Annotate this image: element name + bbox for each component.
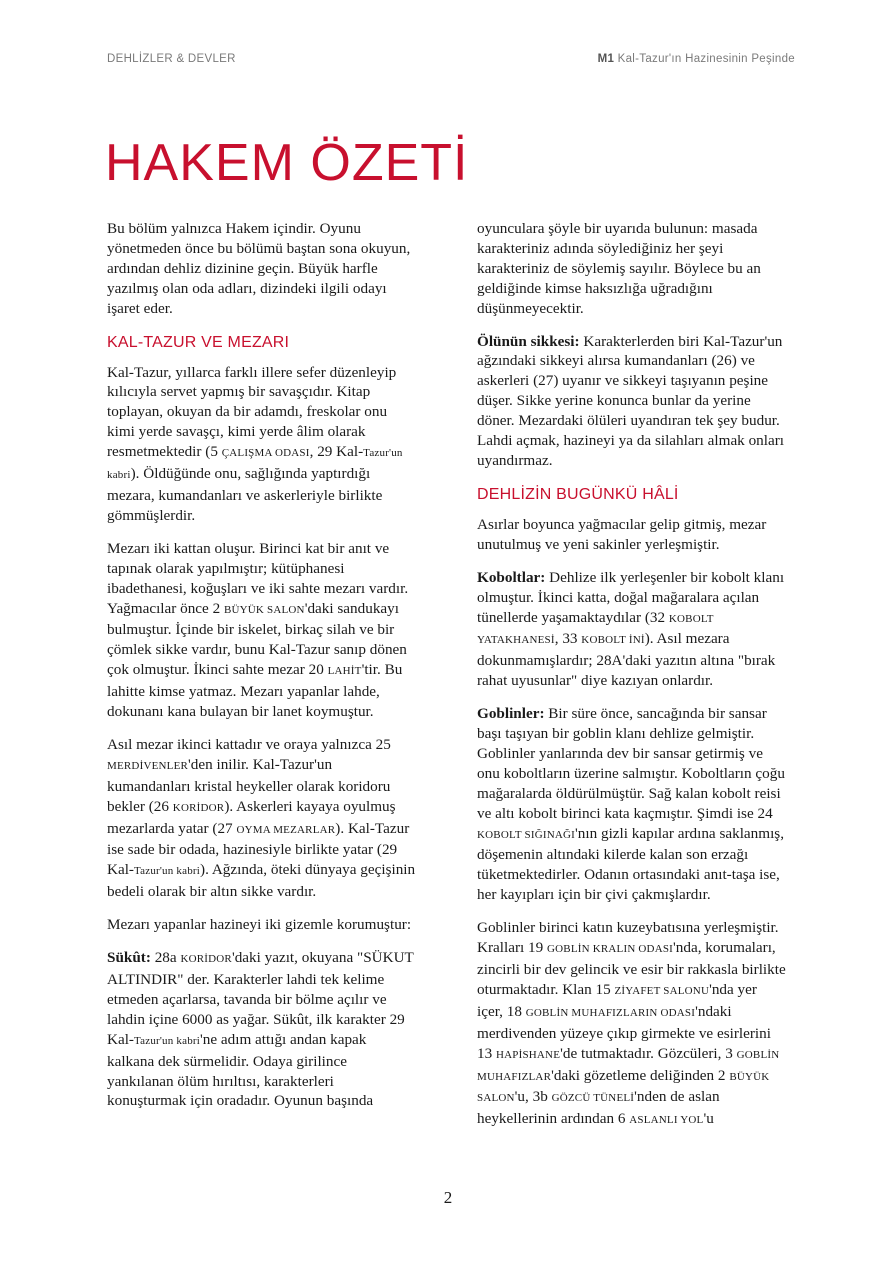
section-heading-dungeon-today: DEHLİZİN BUGÜNKÜ HÂLİ	[477, 485, 679, 503]
running-header-left: DEHLİZLER & DEVLER	[107, 53, 236, 65]
module-title: Kal-Tazur'ın Hazinesinin Peşinde	[617, 53, 795, 65]
lead-term: Ölünün sikkesi:	[477, 332, 580, 350]
room-ref: GOBLİN KRALIN ODASI	[547, 943, 674, 956]
intro-paragraph: Bu bölüm yalnızca Hakem içindir. Oyunu yönetmeden önce bu bölümü baştan sona okuyun, ardından dehliz dizinine geçin. Büyük harfle yazılmış olan oda adları, dizindeki ilgili odayı işaret eder.	[107, 220, 411, 317]
room-ref: Tazur'un kabri	[134, 1034, 201, 1047]
paragraph-two-mysteries: Mezarı yapanlar hazineyi iki gizemle korumuştur:	[107, 916, 412, 934]
room-ref: Tazur'un kabri	[134, 865, 201, 878]
room-ref: KORİDOR	[180, 953, 232, 966]
lead-term: Koboltlar:	[477, 568, 546, 586]
paragraph-goblins: Goblinler: Bir süre önce, sancağında bir sansar başı taşıyan bir goblin klanı dehlize gelmiştir. Goblinler yanlarında dev bir sansar getirmiş ve onu koboltların üzerine salmıştır. Koboltların çoğu mağaralarda öldürülmüştür. Sağ kalan kobolt reisi ve altı kobolt birinci kata kaçmıştır. Şimdi ise 24 KOBOLT SIĞINAĞI'nın gizli kapılar ardına saklanmış, döşemenin altındaki kilerde kalan son erzağı tüketmektedirler. Odanın ortasındaki anıt-taşa ise, her kayıpları için bir çivi çakmışlardır.	[477, 705, 785, 904]
room-ref: Tazur'un kabri	[107, 447, 403, 482]
paragraph-kal-tazur: Kal-Tazur, yıllarca farklı illere sefer düzenleyip kılıcıyla servet yapmış bir savaşçıdır. Kitap toplayan, okuyan da bir adamdı, freskolar onu kimi yerde savaşçı, kimi yerde âlim olarak resmetmektedir (5 ÇALIŞMA ODASI, 29 Kal-Tazur'un kabri). Öldüğünde onu, sağlığında yaptırdığı mezara, kumandanları ve askerleriyle birlikte gömmüşlerdir.	[107, 363, 403, 524]
room-ref: ASLANLI YOL	[629, 1114, 704, 1127]
paragraph-centuries: Asırlar boyunca yağmacılar gelip gitmiş, mezar unutulmuş ve yeni sakinler yerleşmiştir.	[477, 515, 767, 553]
room-ref: KOBOLT SIĞINAĞI	[477, 828, 576, 841]
paragraph-goblin-lair: Goblinler birinci katın kuzeybatısına yerleşmiştir. Kralları 19 GOBLİN KRALIN ODASI'nda, korumaları, zincirli bir dev gelincik ve esir bir rakkasla birlikte oturmaktadır. Klan 15 ZİYAFET SALONU'nda yer içer, 18 GOBLİN MUHAFIZLARIN ODASI'ndaki merdivenden yüzeye çıkıp girmekte ve esirlerini 13 HAPİSHANE'de tutmaktadır. Gözcüleri, 3 GOBLİN MUHAFIZLAR'daki gözetleme deliğinden 2 BÜYÜK SALON'u, 3b GÖZCÜ TÜNELİ'nden de aslan heykellerinin ardından 6 ASLANLI YOL'u	[477, 919, 786, 1128]
paragraph-kobolds: Koboltlar: Dehlize ilk yerleşenler bir kobolt klanı olmuştur. İkinci katta, doğal mağaralara açılan tünellerde yaşamaktaydılar (32 KOBOLT YATAKHANESİ, 33 KOBOLT İNİ). Asıl mezara dokunmamışlardır; 28A'daki yazıtın altına "bırak rahat uyusunlar" diye kazıyan onlardır.	[477, 568, 785, 690]
lead-term: Goblinler:	[477, 705, 545, 723]
paragraph-warning: oyunculara şöyle bir uyarıda bulunun: masada karakteriniz adında söylediğiniz her şeyi karakteriniz de söylemiş sayılır. Böylece bu an geldiğinde kimse haksızlığa uğradığını düşünmeyecektir.	[477, 220, 761, 317]
page-title: HAKEM ÖZETİ	[105, 134, 469, 192]
room-ref: KOBOLT YATAKHANESİ	[477, 612, 714, 647]
running-header-right	[598, 53, 795, 65]
paragraph-dead-coin: Ölünün sikkesi: Karakterlerden biri Kal-Tazur'un ağzındaki sikkeyi alırsa kumandanları (26) ve askerleri (27) uyanır ve sikkeyi taşıyanın peşine düşer. Sikke yerine konunca bunlar da yerine döner. Mezardaki ölüleri uyandıran tek şey budur. Lahdi açmak, hazineyi ya da silahları almak onları uyandırmaz.	[477, 332, 784, 469]
room-ref: MERDİVENLER	[107, 759, 189, 772]
paragraph-tomb-levels: Mezarı iki kattan oluşur. Birinci kat bir anıt ve tapınak olarak yapılmıştır; kütüphanesi ibadethanesi, koğuşları ve iki sahte mezarı vardır. Yağmacılar önce 2 BÜYÜK SALON'daki sandukayı bulmuştur. İçinde bir iskelet, birkaç silah ve bir çömlek sikke vardır, bunu Kal-Tazur sanıp dönen çok olmuştur. İkinci sahte mezar 20 LAHİT'tir. Bu lahitte kimse yatmaz. Mezarı yapanlar lahde, dokunanı kana bulayan bir lanet koymuştur.	[107, 539, 409, 721]
lead-term: Sükût:	[107, 949, 151, 967]
left-column	[107, 219, 416, 1124]
room-ref: BÜYÜK SALON	[477, 1070, 770, 1105]
paragraph-silence: Sükût: 28a KORİDOR'daki yazıt, okuyana "SÜKUT ALTINDIR" der. Karakterler lahdi tek kelime etmeden açarlarsa, tavanda bir bölme açılır ve lahdin içine 6000 as yağar. Sükût, ilk karakter 29 Kal-Tazur'un kabri'ne adım attığı andan kapak kalkana dek sürmelidir. Odaya girilince yankılanan ölüm hırıltısı, karakterleri konuşturmak için oradadır. Oyunun başında	[107, 949, 414, 1110]
room-ref: ZİYAFET SALONU	[614, 984, 710, 997]
room-ref: GOBLİN MUHAFIZLARIN ODASI	[525, 1006, 696, 1019]
section-heading-kal-tazur: KAL-TAZUR VE MEZARI	[107, 333, 290, 351]
room-ref: GOBLİN MUHAFIZLAR	[477, 1048, 780, 1083]
right-column	[477, 219, 786, 1144]
room-ref: BÜYÜK SALON	[223, 603, 305, 616]
room-ref: HAPİSHANE	[495, 1048, 561, 1061]
room-ref: KOBOLT İNİ	[581, 634, 645, 647]
page-number: 2	[443, 1188, 453, 1207]
room-ref: KORİDOR	[172, 801, 225, 814]
room-ref: GÖZCÜ TÜNELİ	[551, 1092, 635, 1105]
room-ref: LAHİT	[327, 665, 362, 678]
paragraph-true-tomb: Asıl mezar ikinci kattadır ve oraya yalnızca 25 MERDİVENLER'den inilir. Kal-Tazur'un kumandanları kristal heykeller olarak koridoru bekler (26 KORİDOR). Askerleri kayaya oyulmuş mezarlarda yatar (27 OYMA MEZARLAR). Kal-Tazur ise sade bir odada, hazinesiyle birlikte yatar (29 Kal-Tazur'un kabri). Ağzında, öteki dünyaya geçişinin bedeli olarak bir altın sikke vardır.	[107, 735, 416, 901]
room-ref: OYMA MEZARLAR	[236, 823, 336, 836]
room-ref: ÇALIŞMA ODASI	[221, 447, 310, 460]
module-code: M1	[597, 53, 615, 65]
